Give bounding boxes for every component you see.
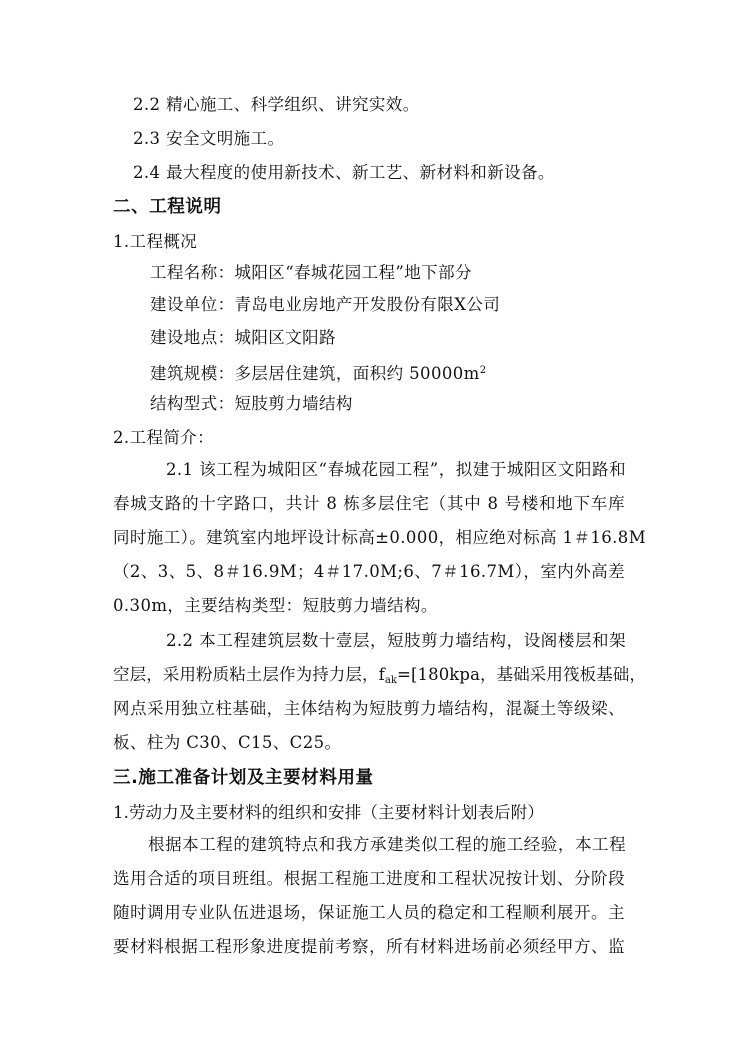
building-scale-line	[150, 360, 486, 385]
paragraph-2-1-line-1: 2.1 该工程为城阳区“春城花园工程”，拟建于城阳区文阳路和	[166, 460, 626, 479]
subsection-project-brief: 2.工程简介：	[113, 428, 215, 447]
fak-subscript: ak	[384, 675, 398, 686]
structure-type-line: 结构型式：短肢剪力墙结构	[150, 394, 353, 413]
construction-unit-line: 建设单位：青岛电业房地产开发股份有限X公司	[150, 295, 501, 314]
goal-line-2-3: 2.3 安全文明施工。	[133, 129, 285, 148]
paragraph-3-1-line-1: 根据本工程的建筑特点和我方承建类似工程的施工经验，本工程	[148, 835, 626, 854]
paragraph-2-1-line-4: （2、3、5、8＃16.9M；4＃17.0M;6、7＃16.7M），室内外高差	[113, 562, 625, 581]
goal-line-2-2: 2.2 精心施工、科学组织、讲究实效。	[133, 95, 420, 114]
paragraph-3-1-line-4: 要材料根据工程形象进度提前考察，所有材料进场前必须经甲方、监	[113, 937, 625, 956]
paragraph-2-1-line-3: 同时施工）。建筑室内地坪设计标高±0.000，相应绝对标高 1＃16.8M	[113, 528, 646, 547]
construction-site-line: 建设地点：城阳区文阳路	[150, 328, 336, 347]
paragraph-2-1-line-2: 春城支路的十字路口，共计 8 栋多层住宅（其中 8 号楼和地下车库	[113, 494, 625, 513]
project-name-line: 工程名称：城阳区“春城花园工程”地下部分	[150, 263, 472, 282]
paragraph-2-2-line-4: 板、柱为 C30、C15、C25。	[113, 733, 342, 752]
section-heading-preparation-plan: 三.施工准备计划及主要材料用量	[113, 768, 374, 788]
paragraph-2-2-line-1: 2.2 本工程建筑层数十壹层，短肢剪力墙结构，设阁楼层和架	[166, 631, 626, 650]
building-scale-text: 建筑规模：多层居住建筑，面积约 50000m	[150, 364, 480, 383]
paragraph-2-2-line-3: 网点采用独立柱基础，主体结构为短肢剪力墙结构，混凝土等级梁、	[113, 699, 625, 718]
paragraph-2-2-line-2	[113, 664, 647, 692]
section-heading-project-description: 二、工程说明	[113, 197, 222, 217]
goal-line-2-4: 2.4 最大程度的使用新技术、新工艺、新材料和新设备。	[133, 163, 555, 182]
paragraph-3-1-line-3: 随时调用专业队伍进退场，保证施工人员的稳定和工程顺利展开。主	[113, 903, 625, 922]
bearing-layer-text: 空层，采用粉质粘土层作为持力层，f	[113, 665, 385, 684]
subsection-labor-materials: 1.劳动力及主要材料的组织和安排（主要材料计划表后附）	[113, 803, 544, 822]
area-unit-superscript: 2	[479, 365, 487, 376]
subsection-project-overview: 1.工程概况	[113, 232, 198, 251]
paragraph-3-1-line-2: 选用合适的项目班组。根据工程施工进度和工程状况按计划、分阶段	[113, 869, 625, 888]
paragraph-2-1-line-5: 0.30m，主要结构类型：短肢剪力墙结构。	[113, 596, 438, 615]
foundation-text: =[180kpa，基础采用筏板基础，	[397, 665, 647, 684]
